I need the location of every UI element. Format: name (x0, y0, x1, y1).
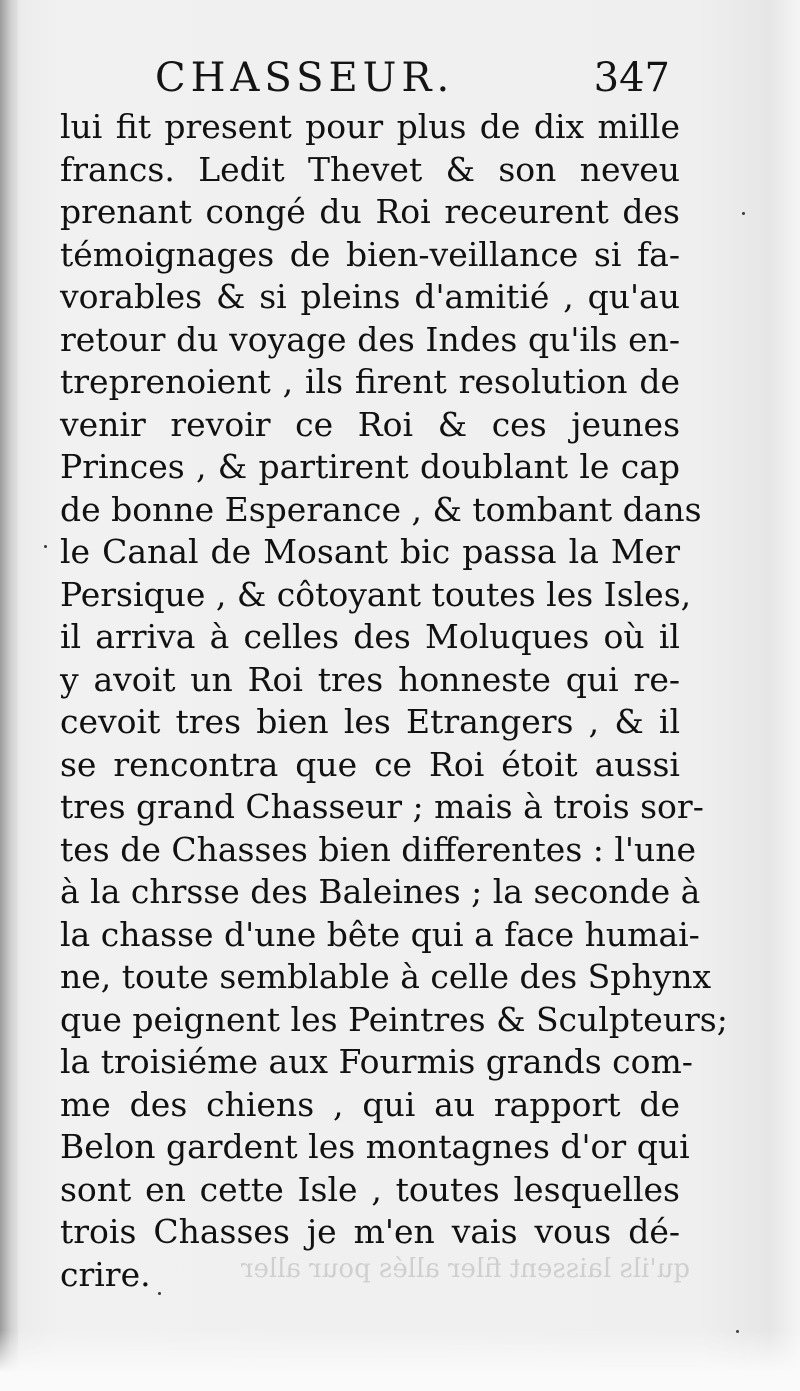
page-gutter-shadow (0, 0, 18, 1391)
text-line: me des chiens , qui au rapport de (60, 1084, 680, 1124)
text-line: lui fit present pour plus de dix mille (60, 107, 680, 146)
text-line: crire. (60, 1254, 151, 1294)
text-line: prenant congé du Roi receurent des (60, 192, 680, 231)
text-line: francs. Ledit Thevet & son neveu (60, 149, 680, 189)
text-line: le Canal de Mosant bic passa la Mer (60, 532, 680, 571)
text-line: treprenoient , ils firent resolution de (60, 362, 680, 401)
body-text (60, 106, 728, 1296)
text-line: il arriva à celles des Moluques où il (60, 617, 680, 656)
bleed-through-text: qu'ils laissent filer allés pour aller (241, 1254, 690, 1284)
paper-speck (44, 545, 47, 548)
text-line: la chasse d'une bête qui a face humai- (60, 914, 700, 954)
text-line: Princes , & partirent doublant le cap (60, 447, 680, 486)
text-line: cevoit tres bien les Etrangers , & il (60, 702, 680, 741)
text-line: y avoit un Roi tres honneste qui re- (60, 659, 680, 699)
text-line: ne, toute semblable à celle des Sphynx (60, 957, 712, 996)
text-line: retour du voyage des Indes qu'ils en- (60, 319, 680, 359)
paper-speck (158, 1292, 161, 1295)
text-line: trois Chasses je m'en vais vous dé- (60, 1212, 680, 1251)
text-line: se rencontra que ce Roi étoit aussi (60, 744, 680, 784)
text-line: la troisiéme aux Fourmis grands com- (60, 1042, 693, 1081)
text-line: Persique , & côtoyant toutes les Isles, (60, 574, 692, 614)
text-line: Belon gardent les montagnes d'or qui (60, 1127, 690, 1166)
page-header (60, 50, 680, 106)
text-line: venir revoir ce Roi & ces jeunes (60, 404, 680, 444)
text-line: vorables & si pleins d'amitié , qu'au (60, 277, 680, 316)
text-line: tres grand Chasseur ; mais à trois sor- (60, 787, 704, 826)
text-line: à la chrsse des Baleines ; la seconde à (60, 872, 701, 911)
text-line: sont en cette Isle , toutes lesquelles (60, 1169, 680, 1209)
page-number: 347 (593, 55, 670, 101)
running-head: CHASSEUR. (155, 55, 455, 101)
text-line: de bonne Esperance , & tombant dans (60, 489, 702, 529)
text-line: témoignages de bien-veillance si fa- (60, 234, 680, 274)
text-line: que peignent les Peintres & Sculpteurs; (60, 999, 728, 1039)
page-bottom-margin (0, 1330, 800, 1391)
text-line: tes de Chasses bien differentes : l'une (60, 829, 697, 869)
paper-speck (742, 212, 745, 215)
